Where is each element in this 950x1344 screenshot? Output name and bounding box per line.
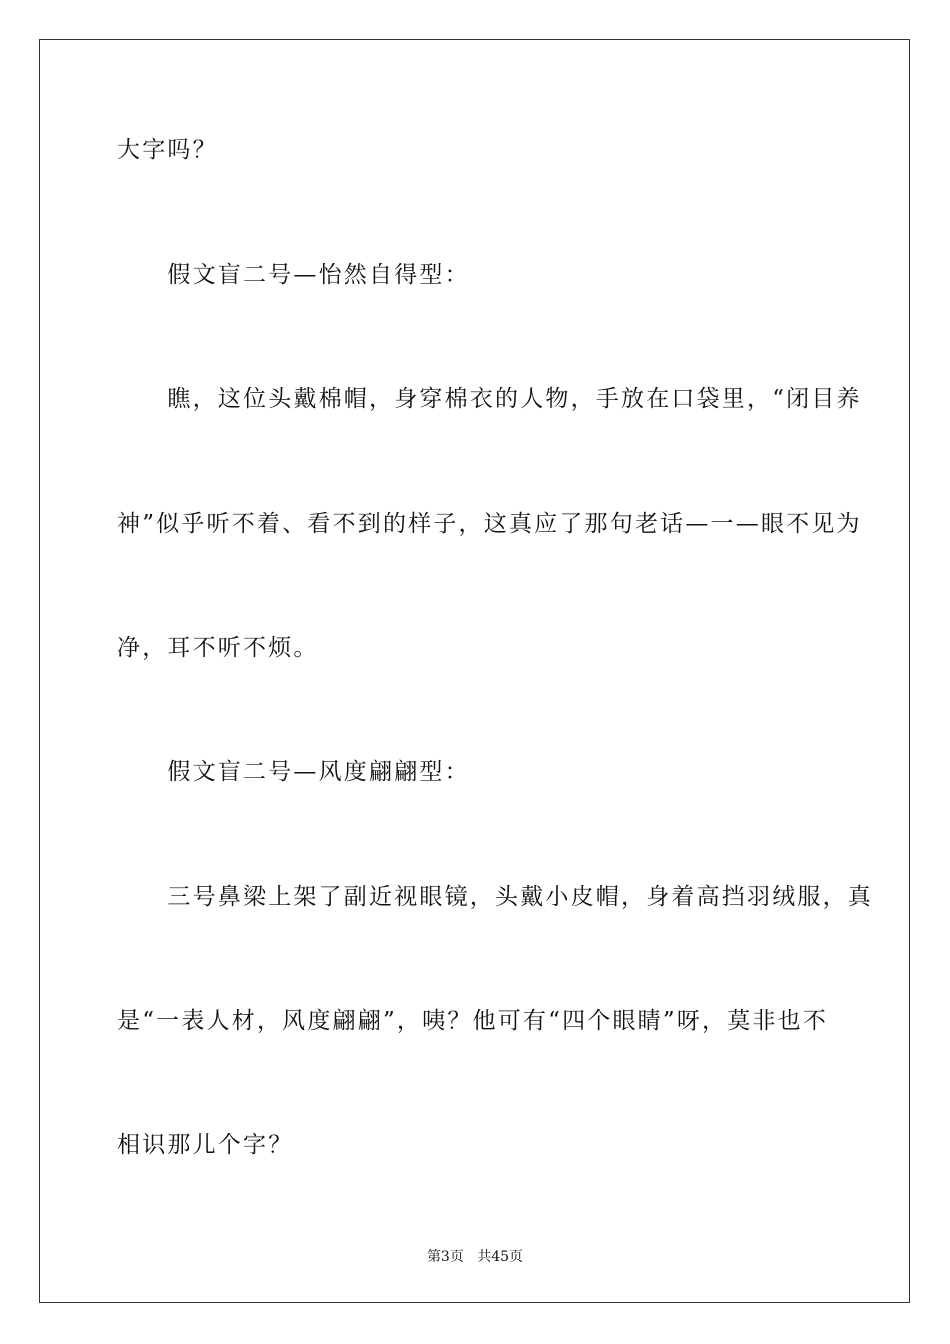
page-number: 第3页 <box>426 1249 464 1265</box>
text-line-9: 相识那儿个字？ <box>117 1132 294 1158</box>
text-line-8: 是“一表人材，风度翩翩”，咦？他可有“四个眼睛”呀，莫非也不 <box>117 1008 829 1034</box>
text-line-5: 净，耳不听不烦。 <box>117 635 319 661</box>
page-border <box>39 39 910 1303</box>
text-line-4: 神”似乎听不着、看不到的样子，这真应了那句老话—一—眼不见为 <box>117 511 862 537</box>
text-line-7: 三号鼻梁上架了副近视眼镜，头戴小皮帽，身着高挡羽绒服，真 <box>117 884 873 910</box>
text-line-3: 瞧，这位头戴棉帽，身穿棉衣的人物，手放在口袋里，“闭目养 <box>117 386 862 412</box>
page-footer <box>0 1247 950 1267</box>
text-line-1: 大字吗？ <box>117 137 218 163</box>
section-heading-2: 假文盲二号—风度翩翩型： <box>117 759 470 785</box>
section-heading-1: 假文盲二号—怡然自得型： <box>117 262 470 288</box>
page-total: 共45页 <box>477 1249 524 1265</box>
